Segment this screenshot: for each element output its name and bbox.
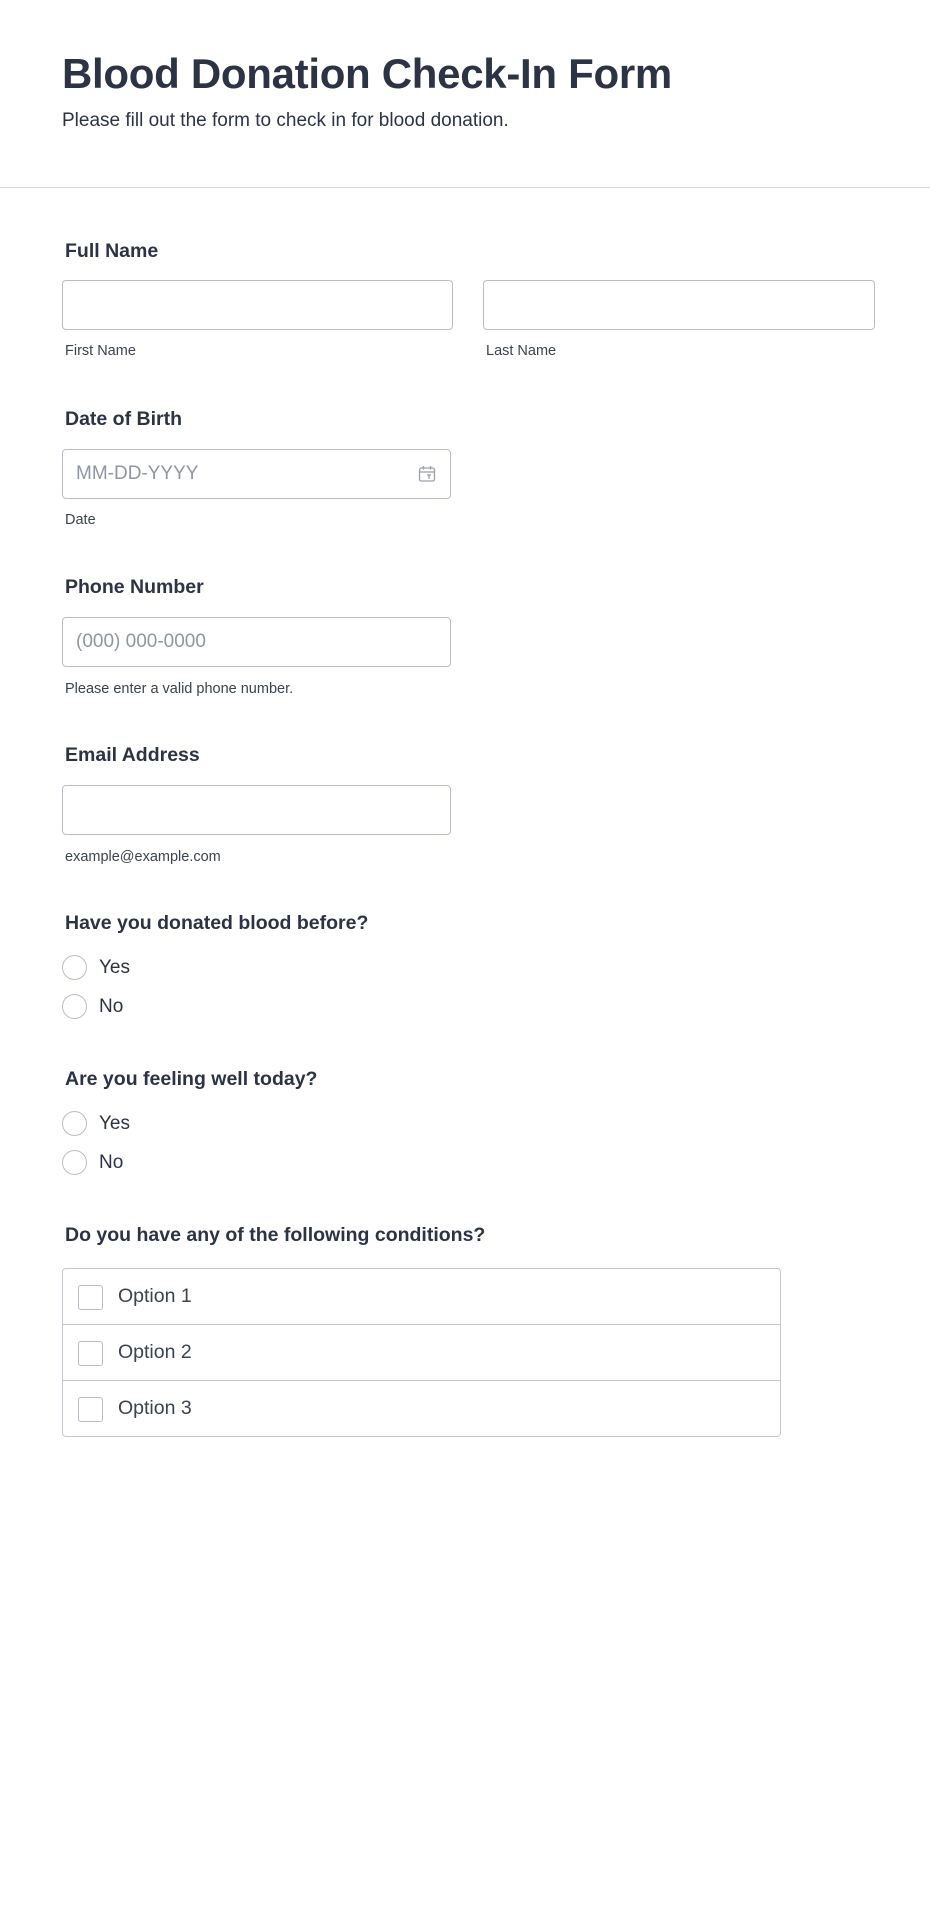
- checkbox-label: Option 1: [118, 1285, 192, 1307]
- conditions-option-2[interactable]: [63, 1325, 780, 1381]
- dob-placeholder: MM-DD-YYYY: [76, 463, 199, 484]
- radio-button[interactable]: [62, 1150, 87, 1175]
- dob-sublabel: Date: [65, 512, 96, 528]
- radio-button[interactable]: [62, 1111, 87, 1136]
- form-header: [0, 0, 930, 188]
- donated-before-label: Have you donated blood before?: [65, 912, 369, 934]
- phone-input[interactable]: [62, 617, 451, 667]
- conditions-label: Do you have any of the following conditions?: [65, 1224, 486, 1246]
- radio-label: Yes: [99, 1113, 130, 1134]
- conditions-checkbox-group: [62, 1268, 781, 1437]
- conditions-option-3[interactable]: [63, 1381, 780, 1437]
- checkbox[interactable]: [78, 1397, 103, 1422]
- checkbox-label: Option 2: [118, 1341, 192, 1363]
- email-label: Email Address: [65, 744, 200, 766]
- form-title: Blood Donation Check-In Form: [62, 50, 672, 97]
- checkbox[interactable]: [78, 1341, 103, 1366]
- dob-label: Date of Birth: [65, 408, 182, 430]
- email-input[interactable]: [62, 785, 451, 835]
- last-name-input[interactable]: [483, 280, 875, 330]
- full-name-label: Full Name: [65, 240, 159, 262]
- checkbox-label: Option 3: [118, 1397, 192, 1419]
- phone-placeholder: (000) 000-0000: [76, 631, 206, 652]
- first-name-input[interactable]: [62, 280, 453, 330]
- form-subtitle: Please fill out the form to check in for blood donation.: [62, 110, 509, 131]
- feeling-well-label: Are you feeling well today?: [65, 1068, 318, 1090]
- radio-button[interactable]: [62, 994, 87, 1019]
- last-name-sublabel: Last Name: [486, 343, 557, 359]
- radio-label: Yes: [99, 957, 130, 978]
- conditions-option-1[interactable]: [63, 1269, 780, 1325]
- calendar-icon[interactable]: [418, 465, 436, 483]
- phone-sublabel: Please enter a valid phone number.: [65, 681, 294, 697]
- checkbox[interactable]: [78, 1285, 103, 1310]
- radio-label: No: [99, 1152, 124, 1173]
- radio-button[interactable]: [62, 955, 87, 980]
- first-name-sublabel: First Name: [65, 343, 136, 359]
- phone-label: Phone Number: [65, 576, 204, 598]
- email-sublabel: example@example.com: [65, 849, 221, 865]
- radio-label: No: [99, 996, 124, 1017]
- dob-input[interactable]: [62, 449, 451, 499]
